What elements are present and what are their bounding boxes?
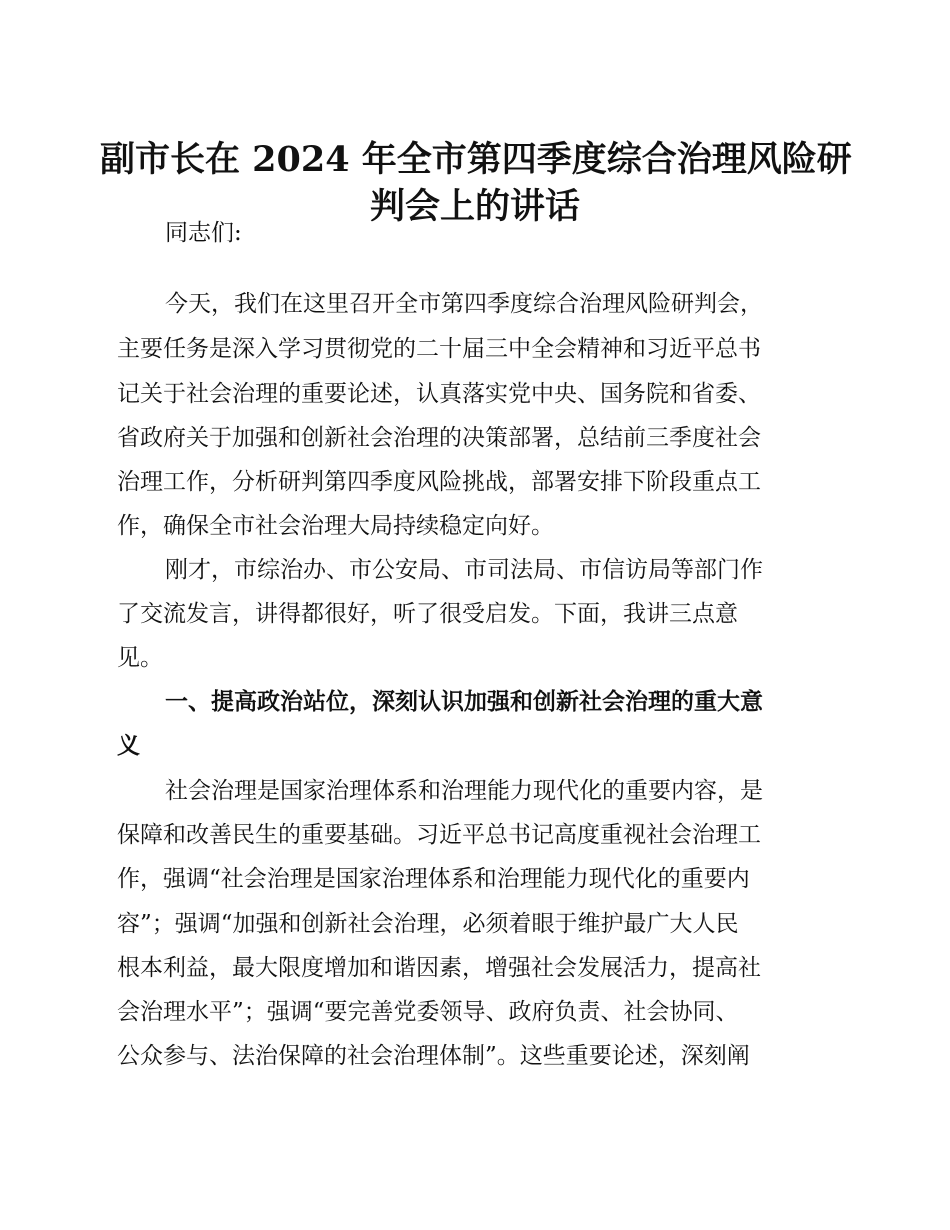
paragraph-line: 保障和改善民生的重要基础。习近平总书记高度重视社会治理工: [117, 822, 761, 848]
paragraph-line: 社会治理是国家治理体系和治理能力现代化的重要内容，是: [165, 778, 763, 804]
paragraph-line: 作，强调“社会治理是国家治理体系和治理能力现代化的重要内: [117, 866, 750, 892]
paragraph-line: 根本利益，最大限度增加和谐因素，增强社会发展活力，提高社: [117, 955, 761, 981]
paragraph-line: 今天，我们在这里召开全市第四季度综合治理风险研判会，: [165, 291, 763, 317]
paragraph-line: 治理工作，分析研判第四季度风险挑战，部署安排下阶段重点工: [117, 469, 761, 495]
paragraph-line: 见。: [117, 645, 163, 671]
salutation: 同志们:: [165, 220, 242, 246]
paragraph-line: 刚才，市综治办、市公安局、市司法局、市信访局等部门作: [165, 557, 763, 583]
title-line-1: 副市长在 2024 年全市第四季度综合治理风险研: [100, 139, 852, 180]
title-line-2: 判会上的讲话: [369, 186, 580, 227]
paragraph-line: 公众参与、法治保障的社会治理体制”。这些重要论述，深刻阐: [117, 1043, 750, 1069]
section-heading-line: 义: [117, 733, 140, 759]
document-title: [100, 136, 850, 230]
paragraph-line: 记关于社会治理的重要论述，认真落实党中央、国务院和省委、: [117, 381, 761, 407]
paragraph-line: 省政府关于加强和创新社会治理的决策部署，总结前三季度社会: [117, 425, 761, 451]
paragraph-line: 会治理水平”；强调“要完善党委领导、政府负责、社会协同、: [117, 999, 739, 1025]
section-heading-line: 一、提高政治站位，深刻认识加强和创新社会治理的重大意: [165, 689, 763, 715]
paragraph-line: 作，确保全市社会治理大局持续稳定向好。: [117, 513, 554, 539]
paragraph-line: 了交流发言，讲得都很好，听了很受启发。下面，我讲三点意: [117, 601, 738, 627]
paragraph-line: 容”；强调“加强和创新社会治理，必须着眼于维护最广大人民: [117, 911, 739, 937]
paragraph-line: 主要任务是深入学习贯彻党的二十届三中全会精神和习近平总书: [117, 336, 761, 362]
